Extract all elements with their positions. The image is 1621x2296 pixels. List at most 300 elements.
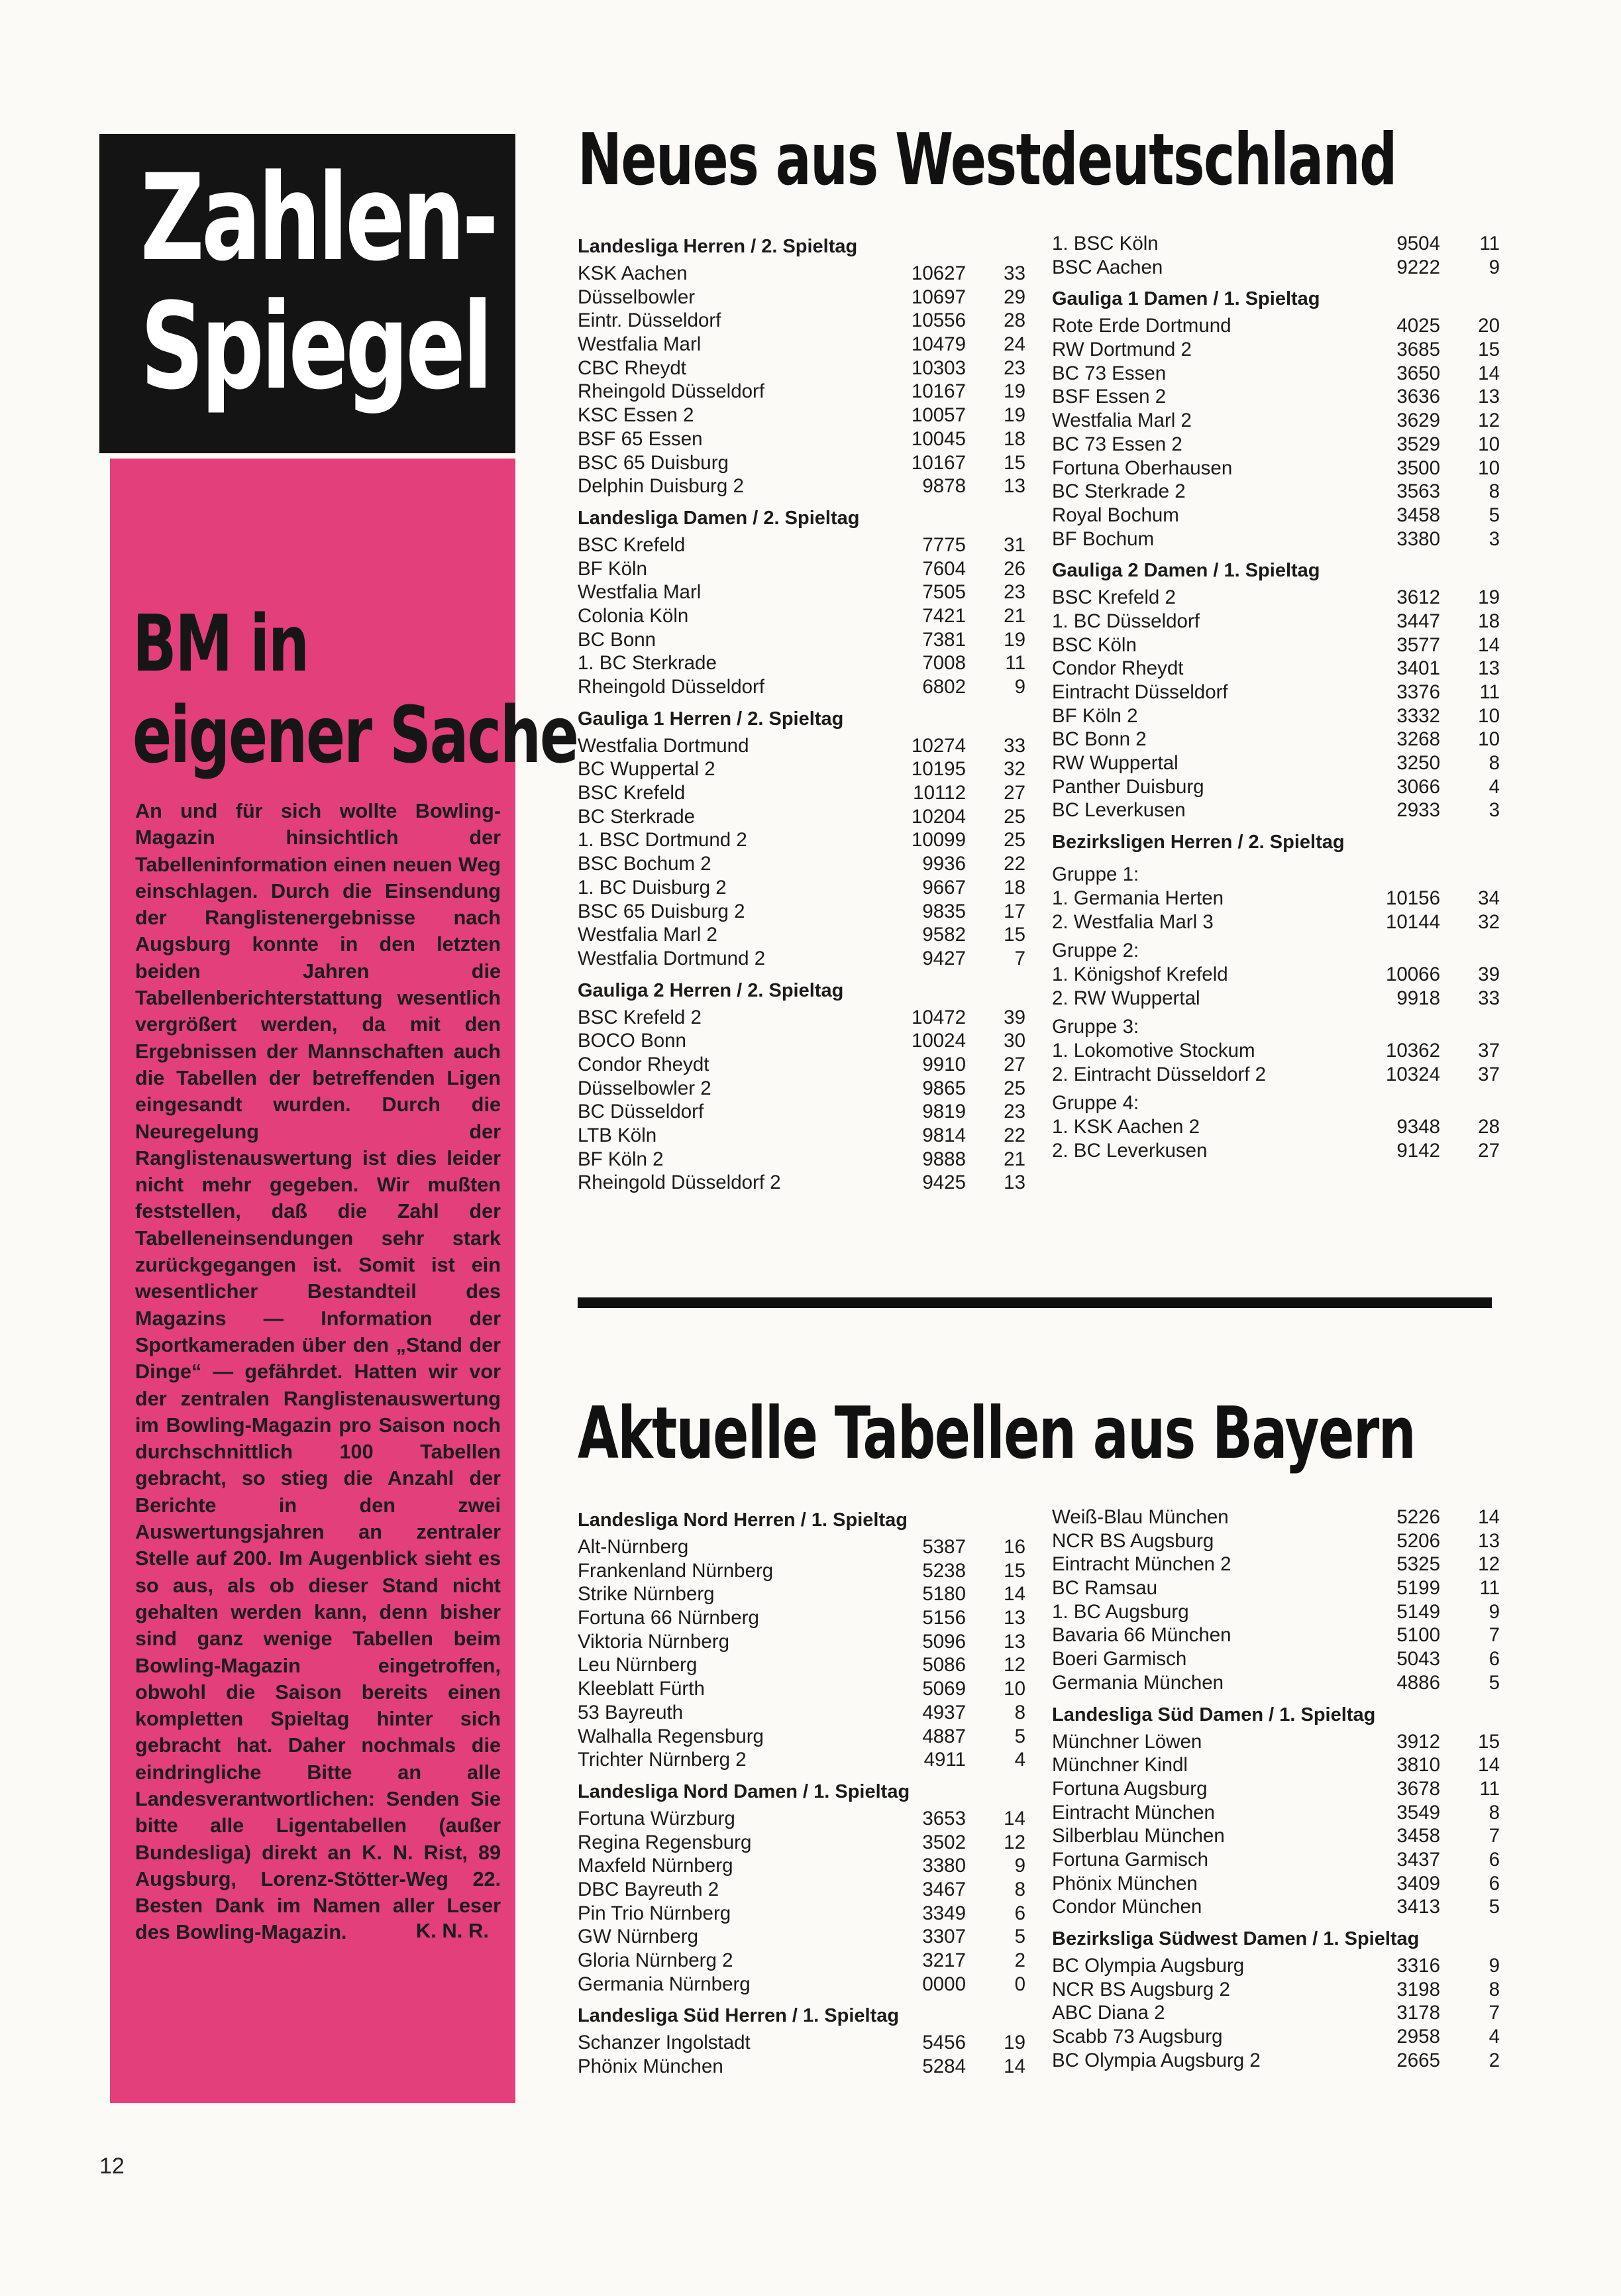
table-group <box>1052 1505 1500 1695</box>
pins-value: 5149 <box>1396 1600 1440 1623</box>
table-row <box>578 900 1025 924</box>
pins-value: 10324 <box>1385 1063 1440 1085</box>
editorial-panel <box>110 459 578 2103</box>
points-value: 14 <box>1478 1754 1500 1777</box>
team-name: GW Nürnberg <box>578 1926 698 1948</box>
team-name: Condor München <box>1052 1896 1202 1918</box>
pins-value: 3198 <box>1396 1978 1440 2000</box>
team-name: BC Sterkrade <box>578 805 696 828</box>
table-row <box>578 604 1025 628</box>
points-value: 8 <box>1489 752 1500 775</box>
team-name: Condor Rheydt <box>1052 657 1184 680</box>
points-value: 5 <box>1489 504 1500 526</box>
table-row <box>1052 681 1500 704</box>
table-row <box>1052 1824 1500 1848</box>
table-row <box>1052 1753 1500 1777</box>
pins-value: 5325 <box>1396 1553 1440 1576</box>
table-row <box>1052 1895 1500 1919</box>
table-row <box>1052 2049 1500 2073</box>
points-value: 14 <box>1478 633 1500 656</box>
pins-value: 3380 <box>922 1855 966 1877</box>
team-name: Silberblau München <box>1052 1825 1225 1847</box>
points-value: 3 <box>1489 799 1500 822</box>
table-row <box>578 1606 1025 1630</box>
pins-value: 0000 <box>922 1973 966 1995</box>
team-name: 2. Westfalia Marl 3 <box>1052 910 1214 933</box>
points-value: 12 <box>1004 1831 1025 1853</box>
pins-value: 10697 <box>911 286 966 308</box>
points-value: 11 <box>1479 233 1500 254</box>
points-value: 8 <box>1489 1978 1500 2000</box>
table-row <box>1052 527 1500 551</box>
team-name: Westfalia Marl <box>578 333 702 356</box>
points-value: 14 <box>1004 1807 1025 1830</box>
points-value: 19 <box>1004 380 1025 403</box>
team-name: BSC 65 Duisburg 2 <box>578 900 745 922</box>
points-value: 6 <box>1014 1902 1025 1924</box>
pins-value: 5284 <box>922 2055 966 2078</box>
pins-value: 5069 <box>922 1678 966 1700</box>
points-value: 8 <box>1489 480 1500 503</box>
pins-value: 3380 <box>1396 527 1440 550</box>
pins-value: 9222 <box>1396 256 1440 278</box>
pins-value: 9348 <box>1396 1116 1440 1138</box>
points-value: 4 <box>1489 2026 1500 2048</box>
table-row <box>578 262 1025 286</box>
pins-value: 9910 <box>922 1053 966 1075</box>
table-row <box>1052 457 1500 480</box>
points-value: 19 <box>1478 586 1500 609</box>
team-name: BF Köln 2 <box>1052 704 1138 727</box>
pins-value: 3653 <box>922 1807 966 1830</box>
pins-value: 3376 <box>1396 681 1440 703</box>
pins-value: 7505 <box>922 581 966 604</box>
section-divider <box>578 1297 1492 1308</box>
table-row <box>1052 314 1500 338</box>
points-value: 11 <box>1479 1777 1500 1800</box>
table-row <box>1052 504 1500 527</box>
bayern-column-2 <box>1052 1505 1500 2072</box>
team-name: BSC Krefeld 2 <box>578 1006 702 1028</box>
team-name: Weiß-Blau München <box>1052 1506 1229 1528</box>
table-row <box>578 580 1025 604</box>
table-row <box>578 1029 1025 1053</box>
points-value: 31 <box>1004 533 1025 556</box>
pins-value: 3685 <box>1396 339 1440 361</box>
table-row <box>578 451 1025 475</box>
table-row <box>578 1053 1025 1077</box>
points-value: 5 <box>1489 1896 1500 1918</box>
pins-value: 3563 <box>1396 480 1440 503</box>
pins-value: 9936 <box>922 853 966 875</box>
points-value: 20 <box>1478 315 1500 337</box>
points-value: 32 <box>1004 758 1025 781</box>
team-name: 1. Germania Herten <box>1052 887 1224 909</box>
table-row <box>1052 1600 1500 1624</box>
pins-value: 5180 <box>922 1583 966 1606</box>
editorial-heading-line-1: BM in <box>132 598 308 689</box>
pins-value: 9819 <box>922 1101 966 1123</box>
table-group <box>1052 1919 1500 2072</box>
pins-value: 3678 <box>1396 1777 1440 1800</box>
team-name: Düsselbowler 2 <box>578 1077 711 1099</box>
pins-value: 5199 <box>1396 1577 1440 1600</box>
team-name: Maxfeld Nürnberg <box>578 1855 733 1877</box>
points-value: 10 <box>1004 1678 1025 1700</box>
points-value: 15 <box>1478 339 1500 361</box>
pins-value: 3529 <box>1396 433 1440 455</box>
table-row <box>578 1006 1025 1030</box>
pins-value: 9427 <box>922 947 966 969</box>
league-title: Bezirksligen Herren / 2. Spieltag <box>1052 832 1345 853</box>
table-group <box>578 232 1025 498</box>
pins-value: 5456 <box>922 2032 966 2054</box>
pins-value: 5086 <box>922 1654 966 1676</box>
pins-value: 3413 <box>1396 1896 1440 1918</box>
table-row <box>578 781 1025 805</box>
points-value: 19 <box>1004 404 1025 427</box>
league-title: Bezirksliga Südwest Damen / 1. Spieltag <box>1052 1928 1420 1949</box>
pins-value: 3912 <box>1396 1730 1440 1753</box>
table-row <box>578 876 1025 900</box>
table-row <box>1052 433 1500 457</box>
pins-value: 9582 <box>922 924 966 946</box>
pins-value: 9878 <box>922 475 966 498</box>
league-title: Gauliga 1 Damen / 1. Spieltag <box>1052 288 1320 310</box>
pins-value: 3250 <box>1396 752 1440 775</box>
table-group <box>1052 857 1500 934</box>
team-name: Germania Nürnberg <box>578 1973 751 1995</box>
team-name: BC Bonn 2 <box>1052 728 1147 751</box>
team-name: Fortuna Garmisch <box>1052 1848 1209 1871</box>
table-row <box>1052 1848 1500 1872</box>
bayern-column-1 <box>578 1505 1025 2079</box>
pins-value: 9888 <box>922 1148 966 1170</box>
league-title: Landesliga Damen / 2. Spieltag <box>578 507 860 529</box>
table-row <box>1052 256 1500 280</box>
points-value: 15 <box>1004 1559 1025 1582</box>
team-name: Alt-Nürnberg <box>578 1536 689 1558</box>
pins-value: 7421 <box>922 604 966 627</box>
team-name: Royal Bochum <box>1052 504 1179 526</box>
points-value: 16 <box>1004 1536 1025 1558</box>
table-group <box>1052 232 1500 279</box>
league-title: Landesliga Süd Damen / 1. Spieltag <box>1052 1704 1376 1725</box>
team-name: 2. Eintracht Düsseldorf 2 <box>1052 1063 1267 1085</box>
team-name: BC 73 Essen 2 <box>1052 433 1182 455</box>
points-value: 28 <box>1478 1116 1500 1138</box>
table-row <box>578 1582 1025 1606</box>
table-row <box>1052 409 1500 433</box>
team-name: BSC Aachen <box>1052 256 1163 278</box>
pins-value: 3066 <box>1396 775 1440 798</box>
points-value: 13 <box>1478 657 1500 680</box>
pins-value: 7381 <box>922 628 966 651</box>
points-value: 8 <box>1014 1878 1025 1900</box>
pins-value: 10362 <box>1385 1039 1440 1062</box>
points-value: 14 <box>1004 1583 1025 1606</box>
table-row <box>578 923 1025 947</box>
team-name: 1. BC Sterkrade <box>578 652 717 675</box>
table-row <box>578 828 1025 852</box>
points-value: 33 <box>1004 734 1025 757</box>
table-row <box>578 427 1025 451</box>
table-row <box>1052 1801 1500 1825</box>
points-value: 32 <box>1478 910 1500 933</box>
pins-value: 3217 <box>922 1949 966 1971</box>
table-row <box>578 2031 1025 2055</box>
table-row <box>578 1148 1025 1172</box>
table-row <box>1052 1139 1500 1163</box>
points-value: 17 <box>1004 900 1025 922</box>
points-value: 21 <box>1004 604 1025 627</box>
team-name: NCR BS Augsburg <box>1052 1529 1214 1552</box>
table-row <box>578 1807 1025 1831</box>
points-value: 7 <box>1014 947 1025 969</box>
league-title: Gauliga 2 Damen / 1. Spieltag <box>1052 560 1320 582</box>
points-value: 25 <box>1004 805 1025 828</box>
league-title: Landesliga Nord Herren / 1. Spieltag <box>578 1509 908 1531</box>
pins-value: 6802 <box>922 676 966 698</box>
points-value: 5 <box>1014 1725 1025 1747</box>
pins-value: 3500 <box>1396 457 1440 479</box>
table-row <box>578 734 1025 758</box>
points-value: 14 <box>1004 2055 1025 2078</box>
team-name: RW Wuppertal <box>1052 752 1178 775</box>
pins-value: 10066 <box>1385 963 1440 985</box>
team-name: BF Köln <box>578 557 647 580</box>
points-value: 34 <box>1478 887 1500 909</box>
editorial-heading-line-2: eigener Sache <box>132 689 578 781</box>
pins-value: 3458 <box>1396 504 1440 526</box>
table-row <box>578 805 1025 829</box>
team-name: BC Sterkrade 2 <box>1052 480 1186 503</box>
pins-value: 5238 <box>922 1559 966 1582</box>
points-value: 8 <box>1489 1801 1500 1824</box>
team-name: Gloria Nürnberg 2 <box>578 1949 733 1971</box>
pins-value: 3437 <box>1396 1848 1440 1871</box>
pins-value: 10472 <box>911 1006 966 1028</box>
team-name: Münchner Kindl <box>1052 1754 1188 1777</box>
table-row <box>1052 338 1500 362</box>
pins-value: 5100 <box>1396 1624 1440 1647</box>
table-row <box>578 651 1025 675</box>
table-row <box>1052 657 1500 681</box>
points-value: 25 <box>1004 829 1025 851</box>
pins-value: 9142 <box>1396 1139 1440 1162</box>
pins-value: 9918 <box>1396 987 1440 1009</box>
points-value: 23 <box>1004 1101 1025 1123</box>
pins-value: 7604 <box>922 557 966 580</box>
pins-value: 9835 <box>922 900 966 922</box>
table-row <box>1052 362 1500 386</box>
pins-value: 5156 <box>922 1607 966 1629</box>
pins-value: 10156 <box>1385 887 1440 909</box>
pins-value: 3401 <box>1396 657 1440 680</box>
points-value: 26 <box>1004 557 1025 580</box>
editorial-signature: K. N. R. <box>415 1919 489 1942</box>
pins-value: 2665 <box>1396 2049 1440 2071</box>
west-column-2 <box>1052 232 1500 1162</box>
table-row <box>578 1535 1025 1559</box>
table-row <box>1052 633 1500 657</box>
pins-value: 9504 <box>1396 233 1440 254</box>
team-name: BSC Köln <box>1052 633 1137 656</box>
pins-value: 10195 <box>911 758 966 781</box>
league-title: Gauliga 1 Herren / 2. Spieltag <box>578 708 844 730</box>
points-value: 22 <box>1004 853 1025 875</box>
pins-value: 3612 <box>1396 586 1440 609</box>
table-group <box>578 1996 1025 2078</box>
league-title: Landesliga Süd Herren / 1. Spieltag <box>578 2005 900 2027</box>
table-group <box>578 498 1025 699</box>
team-name: Viktoria Nürnberg <box>578 1630 730 1653</box>
team-name: BSC Krefeld <box>578 782 686 804</box>
pins-value: 7775 <box>922 533 966 556</box>
team-name: BC Düsseldorf <box>578 1101 704 1123</box>
team-name: Scabb 73 Augsburg <box>1052 2026 1223 2048</box>
table-row <box>578 1077 1025 1101</box>
pins-value: 10479 <box>911 333 966 356</box>
team-name: BSF 65 Essen <box>578 427 703 450</box>
points-value: 0 <box>1014 1973 1025 1995</box>
table-row <box>578 2055 1025 2079</box>
table-row <box>578 1677 1025 1701</box>
table-row <box>578 1100 1025 1124</box>
points-value: 7 <box>1489 1825 1500 1847</box>
team-name: LTB Köln <box>578 1124 657 1146</box>
team-name: Münchner Löwen <box>1052 1730 1202 1753</box>
table-row <box>578 356 1025 380</box>
points-value: 39 <box>1004 1006 1025 1028</box>
table-row <box>1052 1647 1500 1671</box>
team-name: Colonia Köln <box>578 604 689 627</box>
team-name: Rheingold Düsseldorf <box>578 380 765 403</box>
table-group <box>578 699 1025 971</box>
points-value: 27 <box>1478 1139 1500 1162</box>
pins-value: 10112 <box>913 782 966 804</box>
pins-value: 3502 <box>922 1831 966 1853</box>
table-row <box>578 1725 1025 1749</box>
table-row <box>578 757 1025 781</box>
table-row <box>1052 2001 1500 2025</box>
pins-value: 4937 <box>922 1701 966 1723</box>
pins-value: 5226 <box>1396 1506 1440 1528</box>
team-name: Phönix München <box>1052 1872 1198 1894</box>
table-row <box>578 947 1025 971</box>
team-name: 1. BSC Köln <box>1052 233 1159 254</box>
points-value: 5 <box>1489 1671 1500 1694</box>
table-group <box>578 971 1025 1195</box>
team-name: CBC Rheydt <box>578 356 686 379</box>
table-row <box>1052 751 1500 775</box>
team-name: DBC Bayreuth 2 <box>578 1878 719 1900</box>
points-value: 13 <box>1004 1630 1025 1653</box>
table-group <box>1052 551 1500 822</box>
table-row <box>1052 1115 1500 1139</box>
team-name: BC Olympia Augsburg 2 <box>1052 2049 1261 2071</box>
league-title: Landesliga Herren / 2. Spieltag <box>578 236 858 257</box>
points-value: 2 <box>1489 2049 1500 2071</box>
pins-value: 9814 <box>922 1124 966 1146</box>
pins-value: 10045 <box>911 427 966 450</box>
pins-value: 10099 <box>911 829 966 851</box>
pins-value: 10274 <box>911 734 966 757</box>
table-row <box>578 333 1025 356</box>
team-name: KSK Aachen <box>578 262 688 284</box>
team-name: Boeri Garmisch <box>1052 1648 1187 1670</box>
points-value: 25 <box>1004 1077 1025 1099</box>
points-value: 10 <box>1478 457 1500 479</box>
league-title: Gauliga 2 Herren / 2. Spieltag <box>578 979 844 1001</box>
team-name: 1. Lokomotive Stockum <box>1052 1039 1255 1062</box>
team-name: Fortuna Augsburg <box>1052 1777 1208 1800</box>
table-row <box>578 1854 1025 1878</box>
points-value: 3 <box>1489 527 1500 550</box>
table-row <box>578 1949 1025 1973</box>
table-group <box>1052 279 1500 551</box>
pins-value: 10167 <box>911 451 966 474</box>
pins-value: 3549 <box>1396 1801 1440 1824</box>
table-row <box>1052 1730 1500 1754</box>
table-group <box>1052 1695 1500 1920</box>
points-value: 28 <box>1004 309 1025 332</box>
pins-value: 3178 <box>1396 2002 1440 2024</box>
table-row <box>578 1973 1025 1996</box>
team-name: 1. BC Düsseldorf <box>1052 610 1200 632</box>
table-row <box>578 1653 1025 1677</box>
points-value: 15 <box>1004 924 1025 946</box>
table-row <box>1052 1623 1500 1647</box>
points-value: 23 <box>1004 581 1025 604</box>
points-value: 19 <box>1004 628 1025 651</box>
team-name: Kleeblatt Fürth <box>578 1678 705 1700</box>
pins-value: 3332 <box>1396 704 1440 727</box>
team-name: Eintracht München 2 <box>1052 1553 1231 1576</box>
table-row <box>1052 480 1500 504</box>
table-row <box>1052 963 1500 987</box>
pins-value: 3458 <box>1396 1825 1440 1847</box>
table-row <box>578 309 1025 333</box>
table-group <box>1052 1086 1500 1162</box>
team-name: BC 73 Essen <box>1052 362 1167 384</box>
pins-value: 3447 <box>1396 610 1440 632</box>
pins-value: 5043 <box>1396 1648 1440 1670</box>
table-row <box>578 533 1025 557</box>
points-value: 13 <box>1478 1529 1500 1552</box>
table-row <box>1052 385 1500 409</box>
points-value: 11 <box>1479 1577 1500 1600</box>
pins-value: 10024 <box>911 1030 966 1052</box>
pins-value: 9667 <box>922 876 966 899</box>
west-section-title: Neues aus Westdeutschland <box>578 119 1396 201</box>
table-row <box>1052 704 1500 728</box>
points-value: 15 <box>1478 1730 1500 1753</box>
pins-value: 3577 <box>1396 633 1440 656</box>
points-value: 7 <box>1489 2002 1500 2024</box>
points-value: 18 <box>1004 876 1025 899</box>
points-value: 5 <box>1014 1926 1025 1948</box>
west-column-1 <box>578 232 1025 1195</box>
team-name: 2. RW Wuppertal <box>1052 987 1200 1009</box>
pins-value: 9865 <box>922 1077 966 1099</box>
pins-value: 10303 <box>911 356 966 379</box>
team-name: ABC Diana 2 <box>1052 2002 1165 2024</box>
pins-value: 3636 <box>1396 386 1440 408</box>
points-value: 13 <box>1478 386 1500 408</box>
pins-value: 2933 <box>1396 799 1440 822</box>
points-value: 39 <box>1478 963 1500 985</box>
